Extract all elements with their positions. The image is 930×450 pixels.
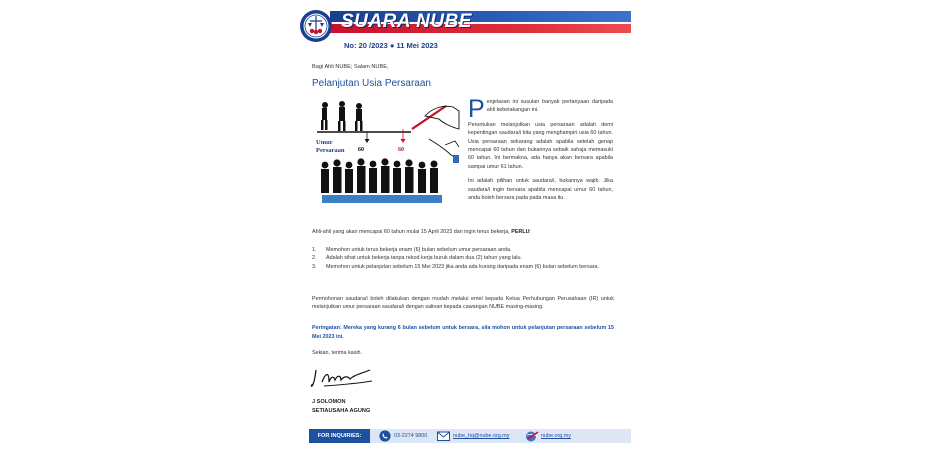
requirements-intro-colon: : <box>529 229 532 235</box>
age-current: 60 <box>358 147 364 153</box>
list-text: Adalah sihat untuk bekerja tanpa rekod kerja buruk dalam dua (2) tahun yang lalu. <box>326 255 522 262</box>
article-headline: Pelanjutan Usia Persaraan <box>312 78 431 89</box>
application-note: Permohonan saudara/i boleh dilakukan dengan mudah melalui emel kepada Ketua Perhubungan Perusahaan (IR) untuk melanjutkan umur persaraan saudara/i dengan salinan kepada cawangan NUBE masing-masing. <box>312 296 614 311</box>
label-umur: Umur <box>316 139 333 146</box>
age-extended: 60 <box>398 147 404 153</box>
inquiries-footer <box>309 429 631 443</box>
paragraph-explanation: Peruntukan melanjutkan usia persaraan adalah demi kepentingan saudara/i kita yang menghampiri usia 60 tahun. Usia persaraan sekarang adalah apabila setelah genap mencapai 60 tahun dan bukannya sebaik sahaja memasuki 60 tahun. Ini bermakna, ada hanya akan bersara apabila sampai umur 61 tahun. <box>468 121 613 170</box>
signatory-block <box>312 398 370 416</box>
email-icon <box>437 430 450 442</box>
issue-number-date: No: 20 /2023 ● 11 Mei 2023 <box>344 41 438 50</box>
intro-paragraph <box>468 95 613 123</box>
requirements-intro-emphasis: PERLU <box>511 229 530 235</box>
label-persaraan: Persaraan <box>316 147 345 154</box>
list-item <box>312 254 614 262</box>
signature-image <box>310 364 376 392</box>
website-link[interactable]: nube.org.my <box>541 433 571 439</box>
signatory-title: SETIAUSAHA AGUNG <box>312 408 371 414</box>
list-text: Memohon untuk terus bekerja enam (6) bulan sebelum umur persaraan anda. <box>326 247 512 253</box>
list-number: 1. <box>312 247 317 253</box>
requirements-intro <box>312 228 614 236</box>
list-item <box>312 263 614 271</box>
phone-icon <box>379 430 391 442</box>
globe-icon <box>525 430 539 442</box>
signatory-name: J SOLOMON <box>312 399 346 405</box>
phone-number[interactable]: 03-2274 9800 <box>394 433 428 439</box>
list-number: 2. <box>312 255 317 262</box>
requirements-list <box>312 246 614 271</box>
email-link[interactable]: nube_hq@nube.org.my <box>453 433 510 439</box>
intro-text: enjelasan ini susulan banyak pertanyaan daripada ahli kebelakangan ini. <box>486 99 613 114</box>
warning-note: Peringatan: Mereka yang kurang 6 bulan sebelum untuk bersara, sila mohon untuk pelanjutan persaraan sebelum 15 Mei 2023 ini. <box>312 325 614 340</box>
salutation: Bagi Ahli NUBE; Salam NUBE, <box>312 64 389 70</box>
drop-cap: P <box>468 95 485 123</box>
list-item <box>312 246 614 254</box>
retirement-age-illustration <box>313 99 460 209</box>
paragraph-option: Ini adalah pilihan untuk saudara/i, bukannya wajib. Jika saudara/i ingin bersara apabila mencapai umur 60 tahun, anda boleh bersara pada pada masa itu. <box>468 178 613 202</box>
newsletter-page <box>292 0 639 450</box>
nube-logo-icon <box>299 9 333 43</box>
inquiries-label: FOR INQUIRIES: <box>309 429 370 443</box>
masthead-title: SUARA NUBE <box>341 11 472 32</box>
list-text: Memohon untuk pelanjutan sebelum 15 Mei 2023 jika anda ada kurang daripada enam (6) bulan sebelum bersara. <box>326 263 600 270</box>
list-number: 3. <box>312 263 317 270</box>
closing-line: Sekian, terima kasih. <box>312 350 363 356</box>
requirements-intro-text: Ahli-ahli yang akan mencapai 60 tahun mulai 15 April 2023 dan ingin terus bekerja, <box>312 229 512 235</box>
intro-column <box>468 95 613 208</box>
